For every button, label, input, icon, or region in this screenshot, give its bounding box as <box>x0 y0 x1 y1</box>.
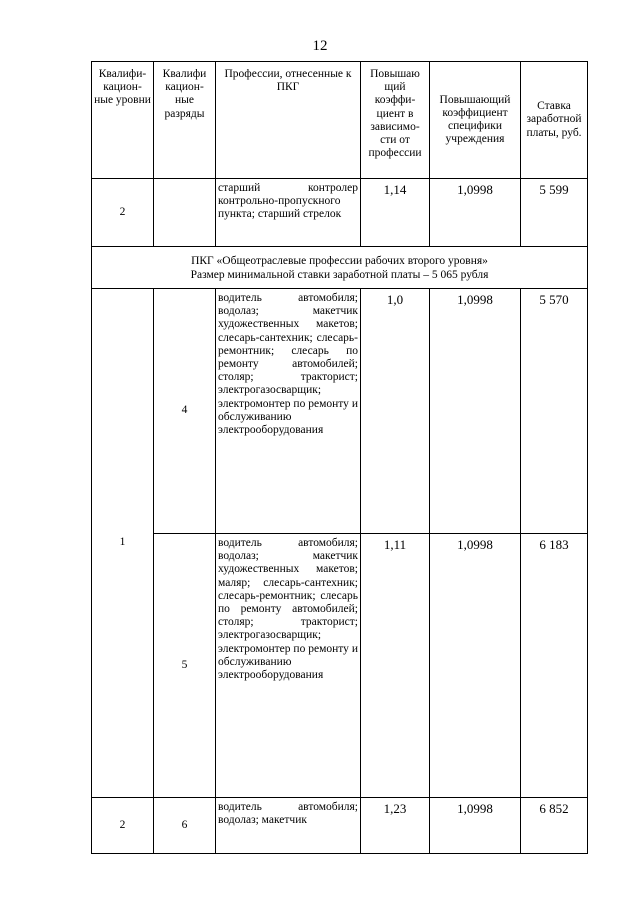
qual-grade-cell: 5 <box>154 534 216 798</box>
header-qual-grade: Квалифи кацион-ные разряды <box>154 62 216 179</box>
page-number: 12 <box>312 38 328 54</box>
institution-coef-cell: 1,0998 <box>430 798 521 854</box>
professions-cell: водитель автомобиля; водолаз; макетчик художественных макетов; маляр; слесарь-сантехник; слесарь-ремонтник; слесарь по ремонту автомобилей; столяр; тракторист; электрогазосварщик; электромонтер по ремонту и обслуживанию электрооборудования <box>216 534 361 798</box>
professions-cell: водитель автомобиля; водолаз; макетчик художественных макетов; слесарь-сантехник; слесарь-ремонтник; слесарь по ремонту автомобилей; столяр; тракторист; электрогазосварщик; электромонтер по ремонту и обслуживанию электрооборудования <box>216 289 361 534</box>
qual-level-cell: 1 <box>92 289 154 798</box>
salary-rate-cell: 6 852 <box>521 798 588 854</box>
table-row <box>92 798 588 854</box>
institution-coef-cell: 1,0998 <box>430 289 521 534</box>
professions-cell: старший контролер контрольно-пропускного пункта; старший стрелок <box>216 179 361 247</box>
salary-rate-cell: 6 183 <box>521 534 588 798</box>
institution-coef-cell: 1,0998 <box>430 179 521 247</box>
salary-rate-cell: 5 570 <box>521 289 588 534</box>
institution-coef-cell: 1,0998 <box>430 534 521 798</box>
table-row <box>92 179 588 247</box>
section-min-rate: Размер минимальной ставки заработной платы – 5 065 рубля <box>190 268 489 281</box>
header-row <box>92 62 588 179</box>
header-qual-level: Квалифи-кацион-ные уровни <box>92 62 154 179</box>
salary-table <box>91 61 588 854</box>
table-row <box>92 289 588 534</box>
qual-grade-cell: 4 <box>154 289 216 534</box>
qual-level-cell: 2 <box>92 179 154 247</box>
profession-coef-cell: 1,11 <box>361 534 430 798</box>
profession-coef-cell: 1,23 <box>361 798 430 854</box>
section-row <box>92 247 588 289</box>
salary-rate-cell: 5 599 <box>521 179 588 247</box>
qual-level-cell: 2 <box>92 798 154 854</box>
section-heading <box>92 247 588 289</box>
header-professions: Профессии, отнесенные к ПКГ <box>216 62 361 179</box>
profession-coef-cell: 1,14 <box>361 179 430 247</box>
qual-grade-cell <box>154 179 216 247</box>
qual-grade-cell: 6 <box>154 798 216 854</box>
section-title: ПКГ «Общеотраслевые профессии рабочих второго уровня» <box>191 254 488 267</box>
header-institution-coef: Повышающий коэффициент специфики учреждения <box>430 62 521 179</box>
professions-cell: водитель автомобиля; водолаз; макетчик <box>216 798 361 854</box>
table-row <box>92 534 588 798</box>
header-profession-coef: Повышаю щий коэффи-циент в зависимо-сти от профессии <box>361 62 430 179</box>
profession-coef-cell: 1,0 <box>361 289 430 534</box>
header-salary-rate: Ставка заработной платы, руб. <box>521 62 588 179</box>
